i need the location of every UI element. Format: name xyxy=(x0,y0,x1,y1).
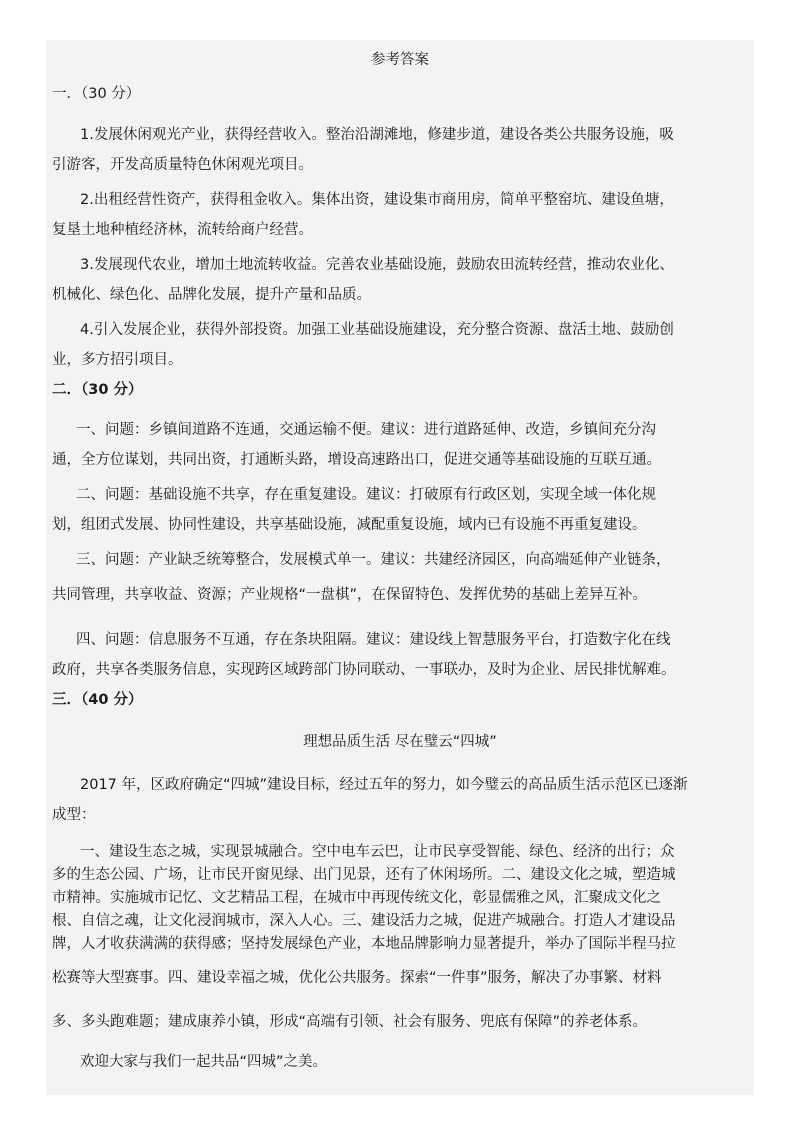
section-2-heading: 二．（30 分） xyxy=(52,382,143,398)
document-title: 参考答案 xyxy=(371,52,429,68)
section-2-line: 通，全方位谋划，共同出资，打通断头路，增设高速路出口，促进交通等基础设施的互联互通。 xyxy=(52,452,661,468)
essay-title: 理想品质生活 尽在璧云“四城” xyxy=(303,734,497,750)
section-1-heading: 一．（30 分） xyxy=(52,86,141,102)
essay-line: 2017 年，区政府确定“四城”建设目标，经过五年的努力，如今璧云的高品质生活示范区已逐渐 xyxy=(80,777,688,793)
section-1-line: 机械化、绿色化、品牌化发展，提升产量和品质。 xyxy=(52,287,371,303)
section-1-line: 复垦土地种植经济林，流转给商户经营。 xyxy=(52,222,313,238)
essay-line: 市精神。实施城市记忆、文艺精品工程，在城市中再现传统文化，彰显儒雅之风，汇聚成文化之 xyxy=(52,890,661,906)
section-2-line: 划，组团式发展、协同性建设，共享基础设施，减配重复设施，域内已有设施不再重复建设。 xyxy=(52,517,647,533)
section-1-line: 业，多方招引项目。 xyxy=(52,352,183,368)
section-2-line: 三、问题：产业缺乏统筹整合，发展模式单一。建议：共建经济园区，向高端延伸产业链条， xyxy=(76,552,671,568)
section-1-line: 2.出租经营性资产，获得租金收入。集体出资，建设集市商用房，简单平整窑坑、建设鱼塘， xyxy=(80,192,674,208)
essay-line: 牌，人才收获满满的获得感；坚持发展绿色产业，本地品牌影响力显著提升，举办了国际半程马拉 xyxy=(52,936,676,952)
document-page xyxy=(46,40,754,1095)
section-2-line: 共同管理，共享收益、资源；产业规格“一盘棋”，在保留特色、发挥优势的基础上差异互补。 xyxy=(52,587,648,603)
essay-line: 一、建设生态之城，实现景城融合。空中电车云巴，让市民享受智能、绿色、经济的出行；众 xyxy=(80,844,675,860)
essay-line: 多的生态公园、广场，让市民开窗见绿、出门见景，还有了休闲场所。二、建设文化之城，塑造城 xyxy=(52,867,676,883)
essay-line: 松赛等大型赛事。四、建设幸福之城，优化公共服务。探索“一件事”服务，解决了办事繁、材料 xyxy=(52,970,662,986)
section-3-heading: 三．（40 分） xyxy=(52,692,143,708)
essay-line: 多、多头跑难题；建成康养小镇，形成“高端有引领、社会有服务、兜底有保障”的养老体系。 xyxy=(52,1014,648,1030)
essay-line: 根、自信之魂，让文化浸润城市，深入人心。三、建设活力之城，促进产城融合。打造人才建设品 xyxy=(52,913,676,929)
section-2-line: 四、问题：信息服务不互通，存在条块阻隔。建议：建设线上智慧服务平台，打造数字化在线 xyxy=(76,632,671,648)
section-2-line: 一、问题：乡镇间道路不连通，交通运输不便。建议：进行道路延伸、改造，乡镇间充分沟 xyxy=(76,422,656,438)
section-1-line: 1.发展休闲观光产业，获得经营收入。整治沿湖滩地，修建步道，建设各类公共服务设施，吸 xyxy=(80,127,674,143)
section-2-line: 政府，共享各类服务信息，实现跨区域跨部门协同联动、一事联办，及时为企业、居民排忧解难。 xyxy=(52,662,676,678)
section-1-line: 4.引入发展企业，获得外部投资。加强工业基础设施建设，充分整合资源、盘活土地、鼓励创 xyxy=(80,322,674,338)
section-1-line: 3.发展现代农业，增加土地流转收益。完善农业基础设施，鼓励农田流转经营，推动农业化、 xyxy=(80,257,674,273)
essay-line: 成型： xyxy=(52,807,96,823)
section-1-line: 引游客，开发高质量特色休闲观光项目。 xyxy=(52,157,313,173)
section-2-line: 二、问题：基础设施不共享，存在重复建设。建议：打破原有行政区划，实现全域一体化规 xyxy=(76,487,656,503)
essay-line: 欢迎大家与我们一起共品“四城”之美。 xyxy=(80,1054,328,1070)
